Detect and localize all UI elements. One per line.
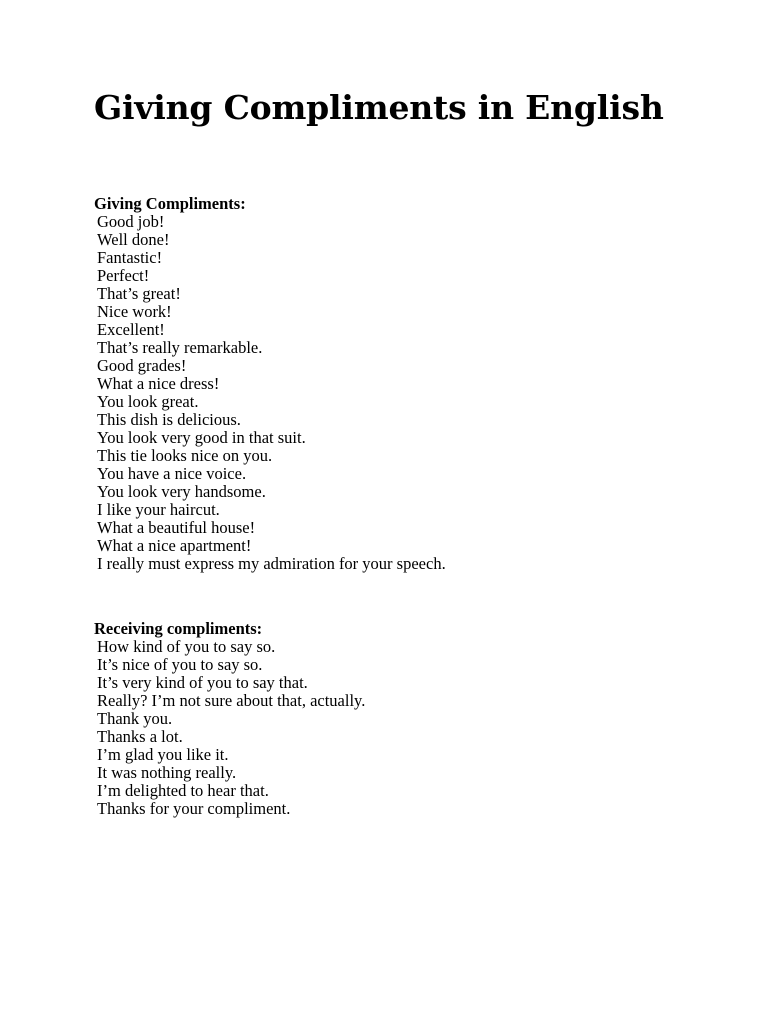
phrase-item: Perfect! xyxy=(97,266,150,285)
phrase-item: That’s really remarkable. xyxy=(97,338,263,357)
section-heading: Giving Compliments: xyxy=(94,194,246,213)
phrase-item: You look very good in that suit. xyxy=(97,428,306,447)
phrase-item: Excellent! xyxy=(97,320,165,339)
phrase-item: I’m delighted to hear that. xyxy=(97,781,269,800)
phrase-item: What a beautiful house! xyxy=(97,518,256,537)
phrase-item: This dish is delicious. xyxy=(97,410,241,429)
phrase-item: Thanks a lot. xyxy=(97,727,183,746)
phrase-item: Good grades! xyxy=(97,356,187,375)
phrase-item: What a nice dress! xyxy=(97,374,220,393)
phrase-item: I really must express my admiration for your speech. xyxy=(97,554,446,573)
phrase-item: Really? I’m not sure about that, actually. xyxy=(97,691,366,710)
phrase-item: You have a nice voice. xyxy=(97,464,247,483)
phrase-item: Good job! xyxy=(97,212,165,231)
phrase-item: What a nice apartment! xyxy=(97,536,252,555)
phrase-list xyxy=(94,213,714,573)
phrase-item: Fantastic! xyxy=(97,248,163,267)
phrase-item: Well done! xyxy=(97,230,170,249)
phrase-item: I like your haircut. xyxy=(97,500,220,519)
phrase-item: It was nothing really. xyxy=(97,763,237,782)
phrase-list xyxy=(94,638,714,818)
phrase-item: That’s great! xyxy=(97,284,181,303)
phrase-item: It’s very kind of you to say that. xyxy=(97,673,308,692)
phrase-item: How kind of you to say so. xyxy=(97,637,276,656)
phrase-item: You look great. xyxy=(97,392,199,411)
phrase-item: I’m glad you like it. xyxy=(97,745,229,764)
phrase-item: You look very handsome. xyxy=(97,482,266,501)
phrase-item: Thanks for your compliment. xyxy=(97,799,291,818)
receiving-compliments-section xyxy=(94,620,714,818)
giving-compliments-section xyxy=(94,195,714,573)
phrase-item: This tie looks nice on you. xyxy=(97,446,273,465)
phrase-item: It’s nice of you to say so. xyxy=(97,655,263,674)
phrase-item: Nice work! xyxy=(97,302,172,321)
page-title: Giving Compliments in English xyxy=(94,88,664,127)
phrase-item: Thank you. xyxy=(97,709,173,728)
section-heading: Receiving compliments: xyxy=(94,619,263,638)
